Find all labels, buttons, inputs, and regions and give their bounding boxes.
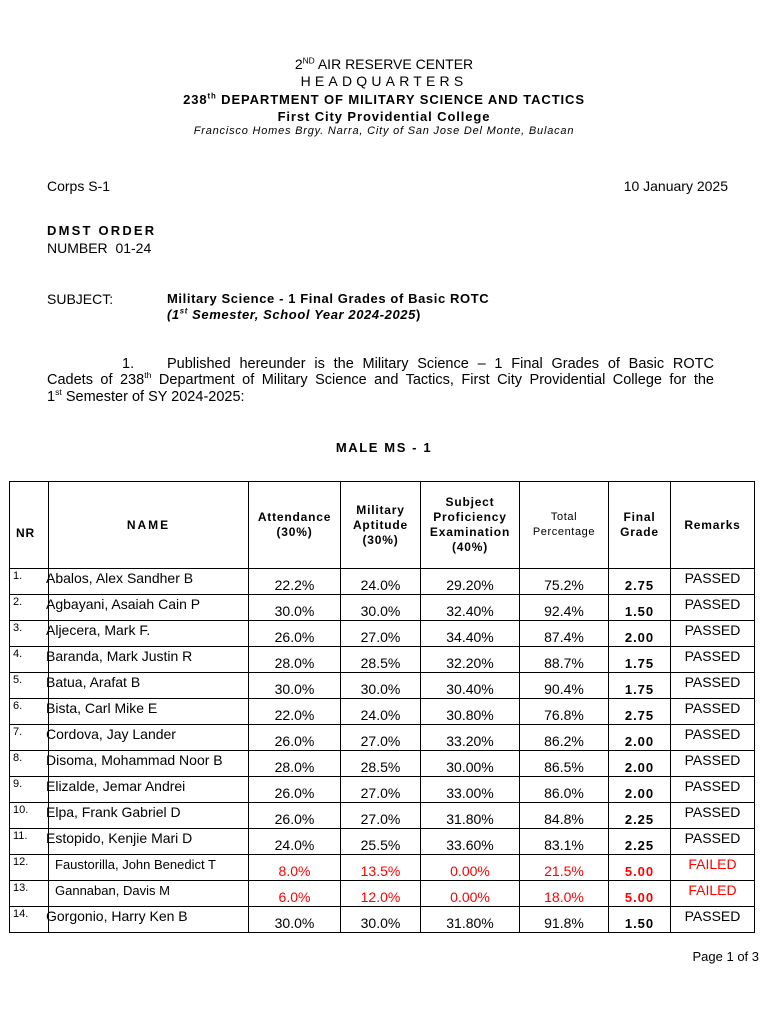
cell-final-grade: 1.75 (609, 673, 671, 699)
cell-nr: 14. (10, 907, 49, 933)
cell-military-aptitude: 27.0% (341, 725, 421, 751)
cell-total-percentage: 83.1% (520, 829, 609, 855)
header-unit: 2ND AIR RESERVE CENTER (294, 55, 474, 72)
cadet-name: Elizalde, Jemar Andrei (46, 778, 186, 794)
cell-military-aptitude: 27.0% (341, 621, 421, 647)
cell-military-aptitude: 30.0% (341, 673, 421, 699)
cell-nr: 13. (10, 881, 49, 907)
cell-attendance: 30.0% (249, 907, 341, 933)
cadet-name: Batua, Arafat B (46, 674, 141, 690)
cell-total-percentage: 21.5% (520, 855, 609, 881)
cadet-name: Aljecera, Mark F. (46, 622, 151, 638)
cell-attendance: 26.0% (249, 777, 341, 803)
cell-attendance: 28.0% (249, 751, 341, 777)
cadet-name: Estopido, Kenjie Mari D (46, 830, 193, 846)
cell-final-grade: 1.50 (609, 595, 671, 621)
cell-final-grade: 2.00 (609, 777, 671, 803)
paragraph-line-2: Cadets of 238th Department of Military Science and Tactics, First City Providential College for the (47, 370, 714, 388)
paragraph-number: 1. (122, 356, 135, 372)
header-college: First City Providential College (277, 109, 491, 124)
cell-remarks: PASSED (671, 621, 755, 647)
header-department: 238th DEPARTMENT OF MILITARY SCIENCE AND TACTICS (183, 91, 585, 107)
cell-remarks: PASSED (671, 647, 755, 673)
cell-name (46, 647, 249, 673)
cell-remarks: PASSED (671, 569, 755, 595)
cell-total-percentage: 91.8% (520, 907, 609, 933)
cell-attendance: 30.0% (249, 673, 341, 699)
cell-military-aptitude: 13.5% (341, 855, 421, 881)
page-number: Page 1 of 3 (692, 949, 759, 964)
cadet-name: Baranda, Mark Justin R (46, 648, 193, 664)
cell-name (49, 855, 249, 881)
cell-exam: 30.80% (421, 699, 520, 725)
cell-attendance: 26.0% (249, 621, 341, 647)
cell-total-percentage: 92.4% (520, 595, 609, 621)
cell-exam: 0.00% (421, 881, 520, 907)
cell-total-percentage: 75.2% (520, 569, 609, 595)
cell-nr: 4. (10, 647, 49, 673)
cell-name (46, 829, 249, 855)
cell-total-percentage: 86.0% (520, 777, 609, 803)
cell-attendance: 26.0% (249, 725, 341, 751)
cadet-name: Bista, Carl Mike E (46, 700, 158, 716)
cell-attendance: 26.0% (249, 803, 341, 829)
cell-nr: 3. (10, 621, 49, 647)
cell-final-grade: 2.25 (609, 803, 671, 829)
table-row (10, 907, 755, 933)
cadet-name: Abalos, Alex Sandher B (46, 570, 194, 586)
cell-military-aptitude: 28.5% (341, 647, 421, 673)
order-title: DMST ORDER (47, 223, 157, 238)
paragraph-line-3: 1st Semester of SY 2024-2025: (47, 387, 245, 405)
table-row (10, 569, 755, 595)
cell-nr: 1. (10, 569, 49, 595)
table-row (10, 673, 755, 699)
cell-total-percentage: 90.4% (520, 673, 609, 699)
cell-nr: 8. (10, 751, 49, 777)
cell-remarks: PASSED (671, 751, 755, 777)
paragraph-line-1: Published hereunder is the Military Science – 1 Final Grades of Basic ROTC (167, 356, 714, 372)
header-remarks: Remarks (671, 482, 755, 569)
cell-final-grade: 1.75 (609, 647, 671, 673)
header-attendance: Attendance (30%) (249, 482, 341, 569)
cell-attendance: 30.0% (249, 595, 341, 621)
subject-label: SUBJECT: (47, 291, 114, 307)
cell-name (46, 725, 249, 751)
cell-remarks: PASSED (671, 673, 755, 699)
cell-name (46, 907, 249, 933)
cell-exam: 29.20% (421, 569, 520, 595)
cell-name (46, 803, 249, 829)
cell-military-aptitude: 30.0% (341, 907, 421, 933)
table-row (10, 699, 755, 725)
cell-final-grade: 1.50 (609, 907, 671, 933)
cell-total-percentage: 84.8% (520, 803, 609, 829)
cell-name (46, 699, 249, 725)
cell-final-grade: 2.00 (609, 751, 671, 777)
office-label: Corps S-1 (47, 178, 111, 194)
cell-total-percentage: 18.0% (520, 881, 609, 907)
grades-table (9, 481, 755, 933)
cell-nr: 7. (10, 725, 49, 751)
cell-military-aptitude: 27.0% (341, 803, 421, 829)
cell-total-percentage: 87.4% (520, 621, 609, 647)
cell-exam: 32.20% (421, 647, 520, 673)
cell-total-percentage: 86.2% (520, 725, 609, 751)
cell-military-aptitude: 24.0% (341, 569, 421, 595)
cell-nr: 2. (10, 595, 49, 621)
cadet-name: Agbayani, Asaiah Cain P (46, 596, 201, 612)
cadet-name: Elpa, Frank Gabriel D (46, 804, 181, 820)
cell-nr: 10. (10, 803, 49, 829)
cell-exam: 30.40% (421, 673, 520, 699)
cell-attendance: 22.2% (249, 569, 341, 595)
header-exam: Subject Proficiency Examination (40%) (421, 482, 520, 569)
table-row (10, 751, 755, 777)
cell-attendance: 6.0% (249, 881, 341, 907)
cell-military-aptitude: 28.5% (341, 751, 421, 777)
cell-exam: 31.80% (421, 907, 520, 933)
cell-military-aptitude: 25.5% (341, 829, 421, 855)
cell-remarks: PASSED (671, 595, 755, 621)
cell-military-aptitude: 12.0% (341, 881, 421, 907)
cell-nr: 5. (10, 673, 49, 699)
header-military-aptitude: Military Aptitude (30%) (341, 482, 421, 569)
table-row (10, 803, 755, 829)
header-nr: NR (10, 482, 49, 569)
subject-line-1: Military Science - 1 Final Grades of Basic ROTC (167, 291, 490, 306)
cell-name (46, 673, 249, 699)
cell-name (46, 777, 249, 803)
header-headquarters: HEADQUARTERS (300, 73, 468, 89)
cadet-name: Cordova, Jay Lander (46, 726, 176, 742)
cell-final-grade: 5.00 (609, 881, 671, 907)
cell-remarks: FAILED (671, 855, 755, 881)
cell-exam: 34.40% (421, 621, 520, 647)
table-row (10, 777, 755, 803)
cell-name (46, 751, 249, 777)
cell-name (46, 621, 249, 647)
cell-final-grade: 2.25 (609, 829, 671, 855)
cell-exam: 33.00% (421, 777, 520, 803)
cell-final-grade: 2.75 (609, 569, 671, 595)
cell-exam: 31.80% (421, 803, 520, 829)
header-address: Francisco Homes Brgy. Narra, City of San Jose Del Monte, Bulacan (193, 125, 575, 137)
cadet-name: Gannaban, Davis M (55, 883, 170, 898)
section-title: MALE MS - 1 (335, 440, 433, 455)
cell-nr: 6. (10, 699, 49, 725)
cell-final-grade: 2.75 (609, 699, 671, 725)
cell-name (49, 881, 249, 907)
cell-remarks: PASSED (671, 803, 755, 829)
cell-exam: 30.00% (421, 751, 520, 777)
cell-exam: 33.60% (421, 829, 520, 855)
cell-total-percentage: 86.5% (520, 751, 609, 777)
header-total-percentage: Total Percentage (520, 482, 609, 569)
cell-exam: 33.20% (421, 725, 520, 751)
cell-remarks: PASSED (671, 777, 755, 803)
cell-name (46, 569, 249, 595)
cadet-name: Gorgonio, Harry Ken B (46, 908, 188, 924)
cell-nr: 12. (10, 855, 49, 881)
cell-attendance: 8.0% (249, 855, 341, 881)
header-final-grade: Final Grade (609, 482, 671, 569)
table-row (10, 647, 755, 673)
table-row (10, 881, 755, 907)
cell-nr: 11. (10, 829, 49, 855)
cell-total-percentage: 76.8% (520, 699, 609, 725)
cell-attendance: 24.0% (249, 829, 341, 855)
subject-line-2: (1st Semester, School Year 2024-2025) (167, 306, 421, 322)
cell-final-grade: 2.00 (609, 621, 671, 647)
cadet-name: Faustorilla, John Benedict T (55, 857, 216, 872)
cell-attendance: 22.0% (249, 699, 341, 725)
cell-name (46, 595, 249, 621)
table-row (10, 855, 755, 881)
cell-exam: 32.40% (421, 595, 520, 621)
cell-final-grade: 5.00 (609, 855, 671, 881)
cell-military-aptitude: 24.0% (341, 699, 421, 725)
header-name: NAME (49, 482, 249, 569)
cadet-name: Disoma, Mohammad Noor B (46, 752, 223, 768)
cell-remarks: PASSED (671, 725, 755, 751)
cell-exam: 0.00% (421, 855, 520, 881)
order-date: 10 January 2025 (623, 178, 728, 194)
cell-attendance: 28.0% (249, 647, 341, 673)
cell-remarks: PASSED (671, 829, 755, 855)
cell-military-aptitude: 27.0% (341, 777, 421, 803)
cell-nr: 9. (10, 777, 49, 803)
cell-final-grade: 2.00 (609, 725, 671, 751)
table-row (10, 725, 755, 751)
order-number: NUMBER 01-24 (47, 240, 152, 256)
table-header-row (10, 482, 755, 569)
cell-total-percentage: 88.7% (520, 647, 609, 673)
cell-remarks: PASSED (671, 699, 755, 725)
table-row (10, 829, 755, 855)
table-row (10, 595, 755, 621)
cell-remarks: FAILED (671, 881, 755, 907)
cell-military-aptitude: 30.0% (341, 595, 421, 621)
table-row (10, 621, 755, 647)
cell-remarks: PASSED (671, 907, 755, 933)
